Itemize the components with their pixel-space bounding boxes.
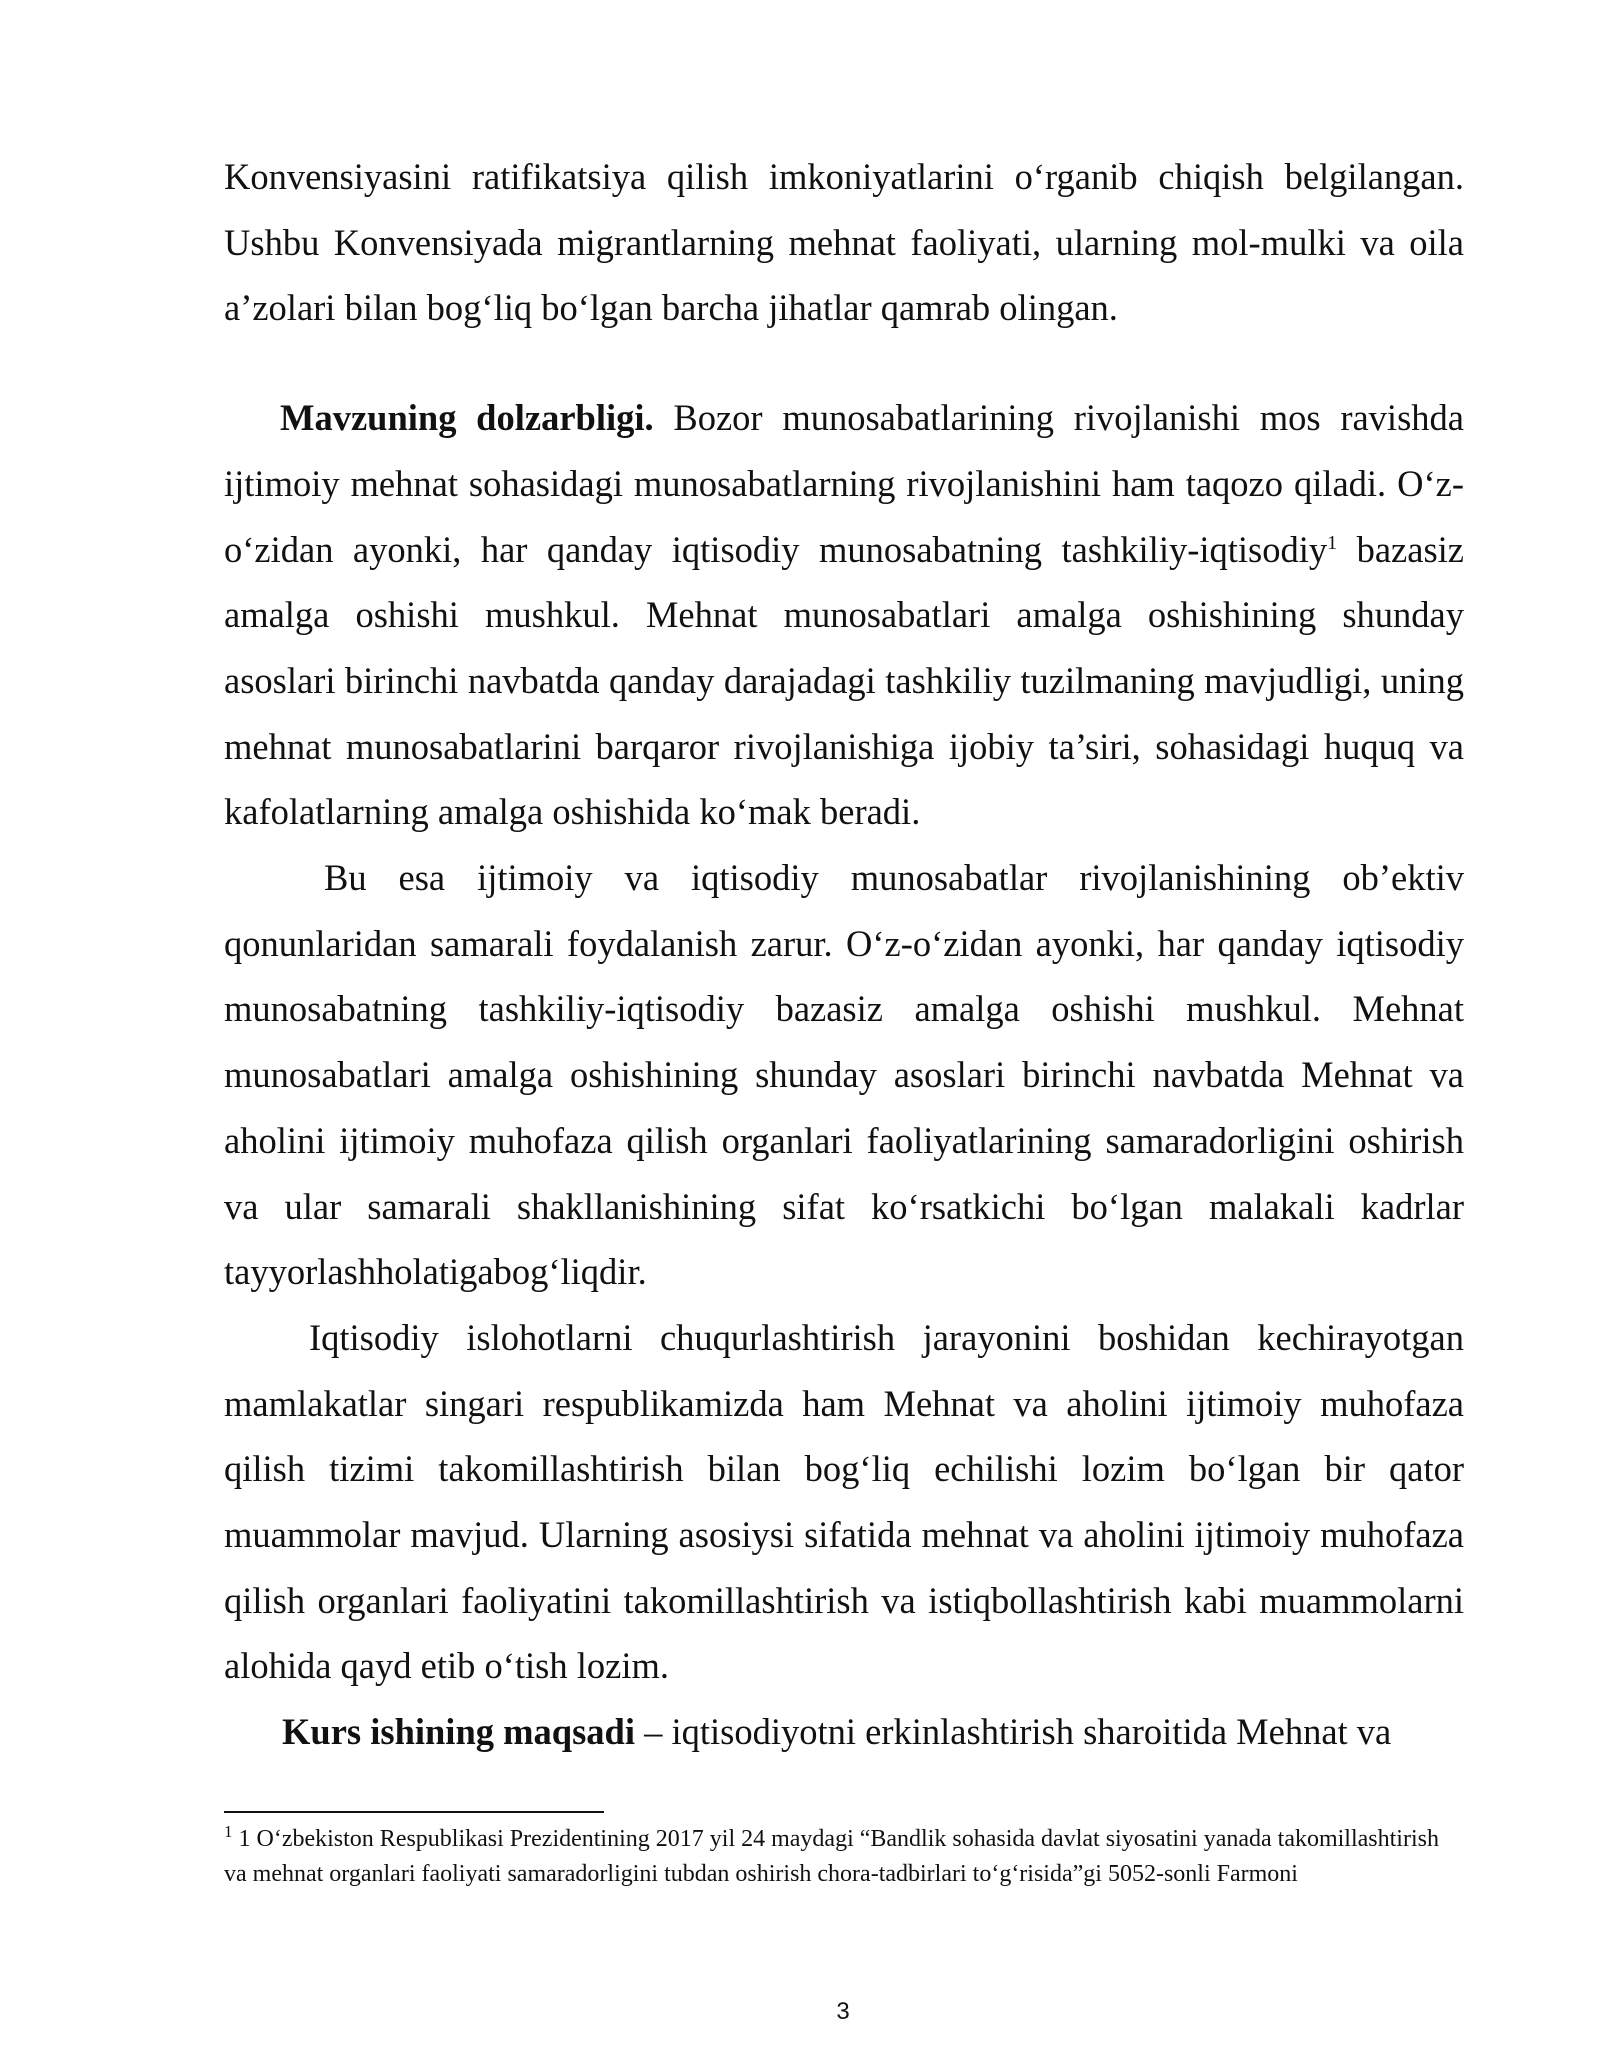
paragraph-maqsad xyxy=(224,1699,1464,1765)
paragraph-text: – iqtisodiyotni erkinlashtirish sharoitida Mehnat va xyxy=(634,1711,1392,1753)
body-text xyxy=(224,144,1464,1765)
footnote-text: 1 O‘zbekiston Respublikasi Prezidentining 2017 yil 24 maydagi “Bandlik sohasida davlat siyosatini yanada takomillashtirish va mehnat organlari faoliyati samaradorligini tubdan oshirish chora-tadbirlari to‘g‘risida”gi 5052-sonli Farmoni xyxy=(224,1826,1439,1887)
paragraph-text: Konvensiyasini ratifikatsiya qilish imkoniyatlarini o‘rganib chiqish belgilangan. Ushbu Konvensiyada migrantlarning mehnat faoliyati, ularning mol-mulki va oila a’zolari bilan bog‘liq bo‘lgan barcha jihatlar qamrab olingan. xyxy=(224,156,1464,329)
paragraph-dolzarblik xyxy=(224,385,1464,845)
page-number: 3 xyxy=(836,1998,850,2025)
paragraph-text: Bu esa ijtimoiy va iqtisodiy munosabatlar rivojlanishining ob’ektiv qonunlaridan samarali foydalanish zarur. O‘z-o‘zidan ayonki, har qanday iqtisodiy munosabatning tashkiliy-iqtisodiy bazasiz amalga oshishi mushkul. Mehnat munosabatlari amalga oshishining shunday asoslari birinchi navbatda Mehnat va aholini ijtimoiy muhofaza qilish organlari faoliyatlarining samaradorligini oshirish va ular samarali shakllanishining sifat ko‘rsatkichi bo‘lgan malakali kadrlar tayyorlashholatigabog‘liqdir. xyxy=(224,857,1464,1293)
footnote xyxy=(224,1822,1464,1892)
paragraph-text: Bozor munosabatlarining rivojlanishi mos ravishda ijtimoiy mehnat sohasidagi munosabatlarning rivojlanishini ham taqozo qiladi. O‘z-o‘zidan ayonki, har qanday iqtisodiy munosabatning tashkiliy-iqtisodiy xyxy=(224,397,1464,570)
section-heading-maqsad: Kurs ishining maqsadi xyxy=(282,1711,635,1753)
footnote-separator xyxy=(224,1811,604,1813)
paragraph-konvensiya xyxy=(224,144,1464,341)
section-heading-dolzarblik: Mavzuning dolzarbligi. xyxy=(280,397,654,439)
footnote-reference[interactable]: 1 xyxy=(1327,531,1338,554)
footnote-marker: 1 xyxy=(224,1822,233,1841)
paragraph-islohotlar xyxy=(224,1305,1464,1699)
paragraph-text: Iqtisodiy islohotlarni chuqurlashtirish jarayonini boshidan kechirayotgan mamlakatlar singari respublikamizda ham Mehnat va aholini ijtimoiy muhofaza qilish tizimi takomillashtirish bilan bog‘liq echilishi lozim bo‘lgan bir qator muammolar mavjud. Ularning asosiysi sifatida mehnat va aholini ijtimoiy muhofaza qilish organlari faoliyatini takomillashtirish va istiqbollashtirish kabi muammolarni alohida qayd etib o‘tish lozim. xyxy=(224,1316,1464,1687)
paragraph-text: bazasiz amalga oshishi mushkul. Mehnat munosabatlari amalga oshishining shunday asoslari birinchi navbatda qanday darajadagi tashkiliy tuzilmaning mavjudligi, uning mehnat munosabatlarini barqaror rivojlanishiga ijobiy ta’siri, sohasidagi huquq va kafolatlarning amalga oshishida ko‘mak beradi. xyxy=(224,528,1464,833)
paragraph-qonunlar xyxy=(224,845,1464,1305)
